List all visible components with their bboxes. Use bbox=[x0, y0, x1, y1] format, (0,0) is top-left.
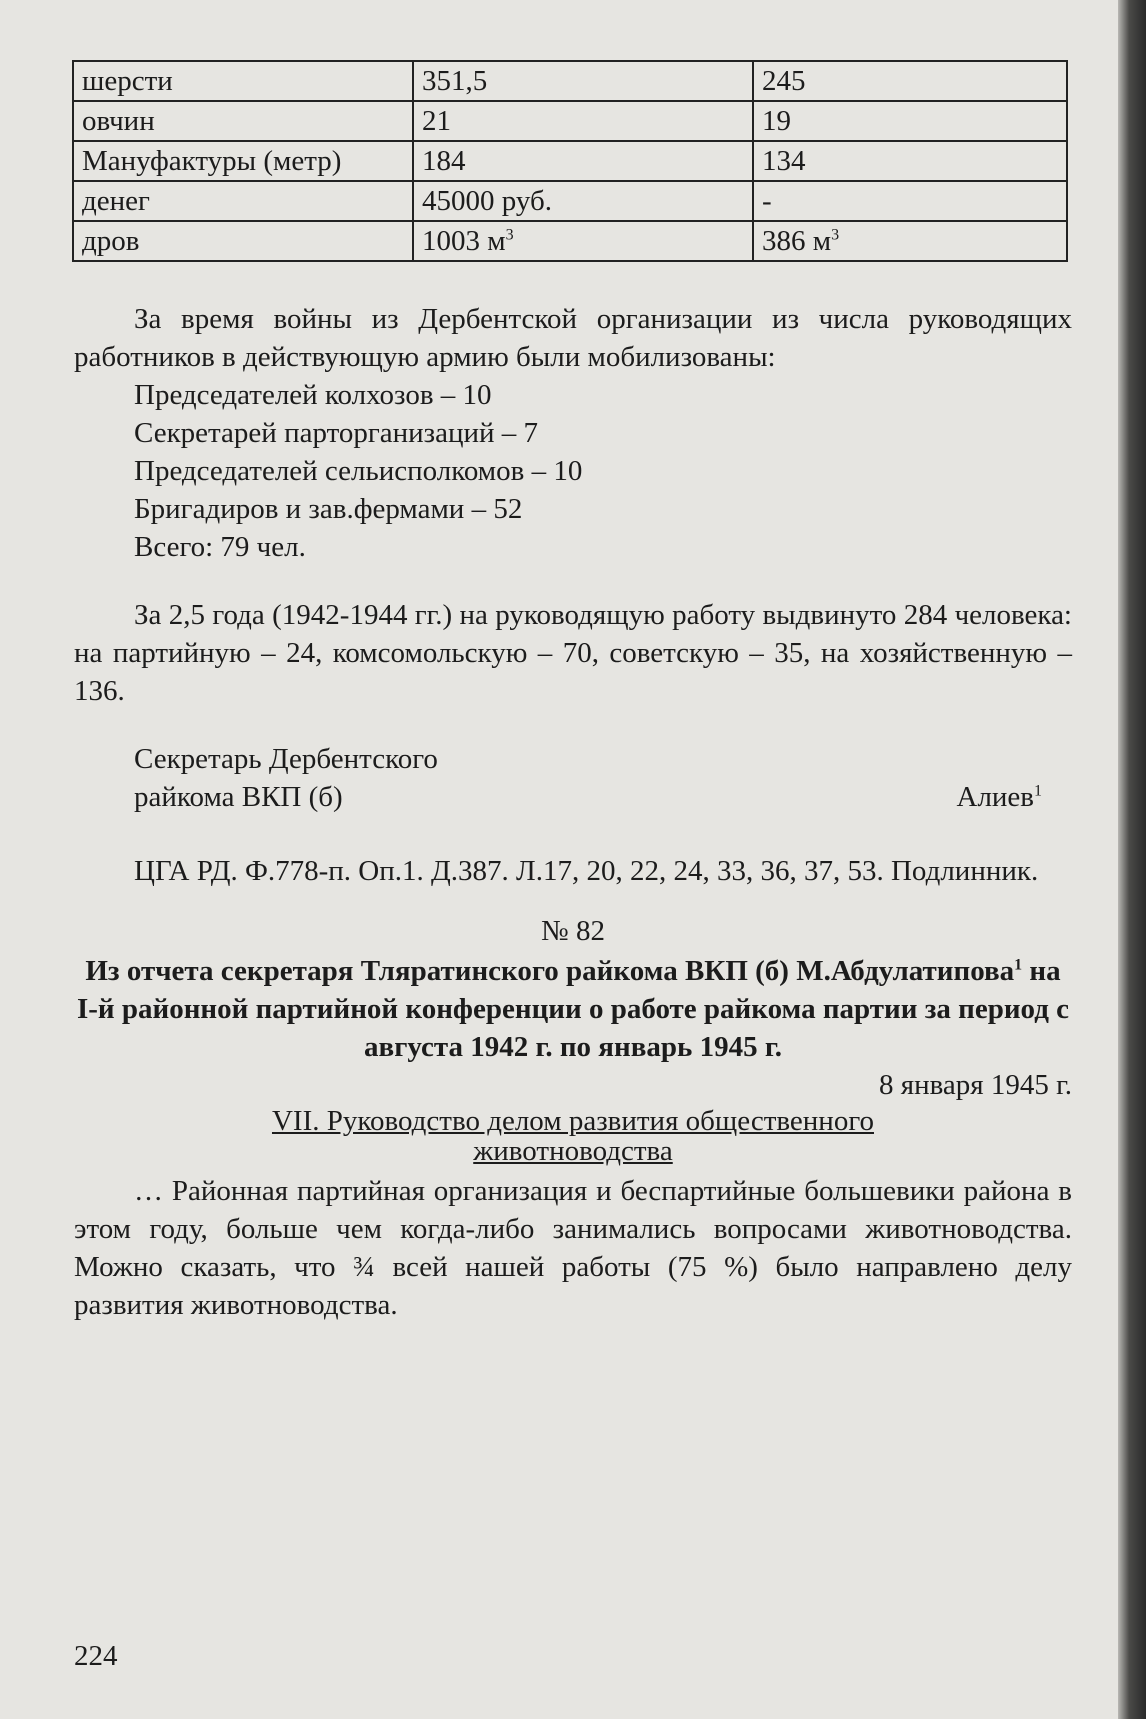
table-cell: дров bbox=[73, 221, 413, 261]
table-row bbox=[73, 101, 1067, 141]
paragraph-promoted: За 2,5 года (1942-1944 гг.) на руководящую работу выдвинуто 284 человека: на партийную – 24, комсомольскую – 70, советскую – 35, на хозяйственную – 136. bbox=[74, 599, 1072, 707]
table-cell: 351,5 bbox=[413, 61, 753, 101]
table-cell: 245 bbox=[753, 61, 1067, 101]
table-cell: - bbox=[753, 181, 1067, 221]
paragraph-livestock: … Районная партийная организация и беспартийные большевики района в этом году, больше чем когда-либо занимались вопросами животноводства. Можно сказать, что ¾ всей нашей работы (75 %) было направлено делу развития животноводства. bbox=[74, 1175, 1072, 1321]
table-cell: овчин bbox=[73, 101, 413, 141]
table-cell: 45000 руб. bbox=[413, 181, 753, 221]
table-cell: 1003 $м^3$ bbox=[413, 221, 753, 261]
table-cell: Мануфактуры (метр) bbox=[73, 141, 413, 181]
table-cell: 134 bbox=[753, 141, 1067, 181]
document-date: 8 января 1945 г. bbox=[878, 1069, 1072, 1101]
table-row bbox=[73, 141, 1067, 181]
book-spine bbox=[1118, 0, 1146, 1719]
mobilized-list bbox=[74, 376, 1072, 566]
table-row bbox=[73, 181, 1067, 221]
section-heading bbox=[74, 1106, 1072, 1166]
document-number: № 82 bbox=[541, 915, 605, 947]
paragraph-mobilized-intro: За время войны из Дербентской организации из числа руководящих работников в действующую армию были мобилизованы: bbox=[74, 303, 1072, 373]
archive-reference: ЦГА РД. Ф.778-п. Оп.1. Д.387. Л.17, 20, 22, 24, 33, 36, 37, 53. Подлинник. bbox=[134, 855, 1039, 887]
table-row bbox=[73, 61, 1067, 101]
table-cell: 184 bbox=[413, 141, 753, 181]
page-number: 224 bbox=[74, 1640, 118, 1672]
page-content bbox=[74, 60, 1072, 1324]
list-item: Председателей сельисполкомов – 10 bbox=[134, 455, 583, 487]
signature-block bbox=[74, 740, 1072, 816]
list-item: Всего: 79 чел. bbox=[134, 531, 306, 563]
table-cell: шерсти bbox=[73, 61, 413, 101]
signature-title-line2: райкома ВКП (б) bbox=[134, 781, 343, 813]
list-item: Секретарей парторганизаций – 7 bbox=[134, 417, 539, 449]
signature-title-line1: Секретарь Дербентского bbox=[134, 743, 438, 775]
section-heading-line2: животноводства bbox=[473, 1135, 673, 1167]
table-row bbox=[73, 221, 1067, 261]
table-cell: 21 bbox=[413, 101, 753, 141]
list-item: Председателей колхозов – 10 bbox=[134, 379, 492, 411]
section-heading-line1: VII. Руководство делом развития общественного bbox=[271, 1105, 874, 1137]
table-cell: денег bbox=[73, 181, 413, 221]
document-title: Из отчета секретаря Тляратинского райкома ВКП (б) М.Абдулатипова$^1$ на I-й районной партийной конференции о работе райкома партии за период с августа 1942 г. по январь 1945 г. bbox=[76, 955, 1069, 1063]
list-item: Бригадиров и зав.фермами – 52 bbox=[134, 493, 523, 525]
supply-table bbox=[72, 60, 1068, 262]
signature-name: Алиев$^1$ bbox=[956, 781, 1042, 813]
table-cell: 19 bbox=[753, 101, 1067, 141]
table-cell: 386 $м^3$ bbox=[753, 221, 1067, 261]
